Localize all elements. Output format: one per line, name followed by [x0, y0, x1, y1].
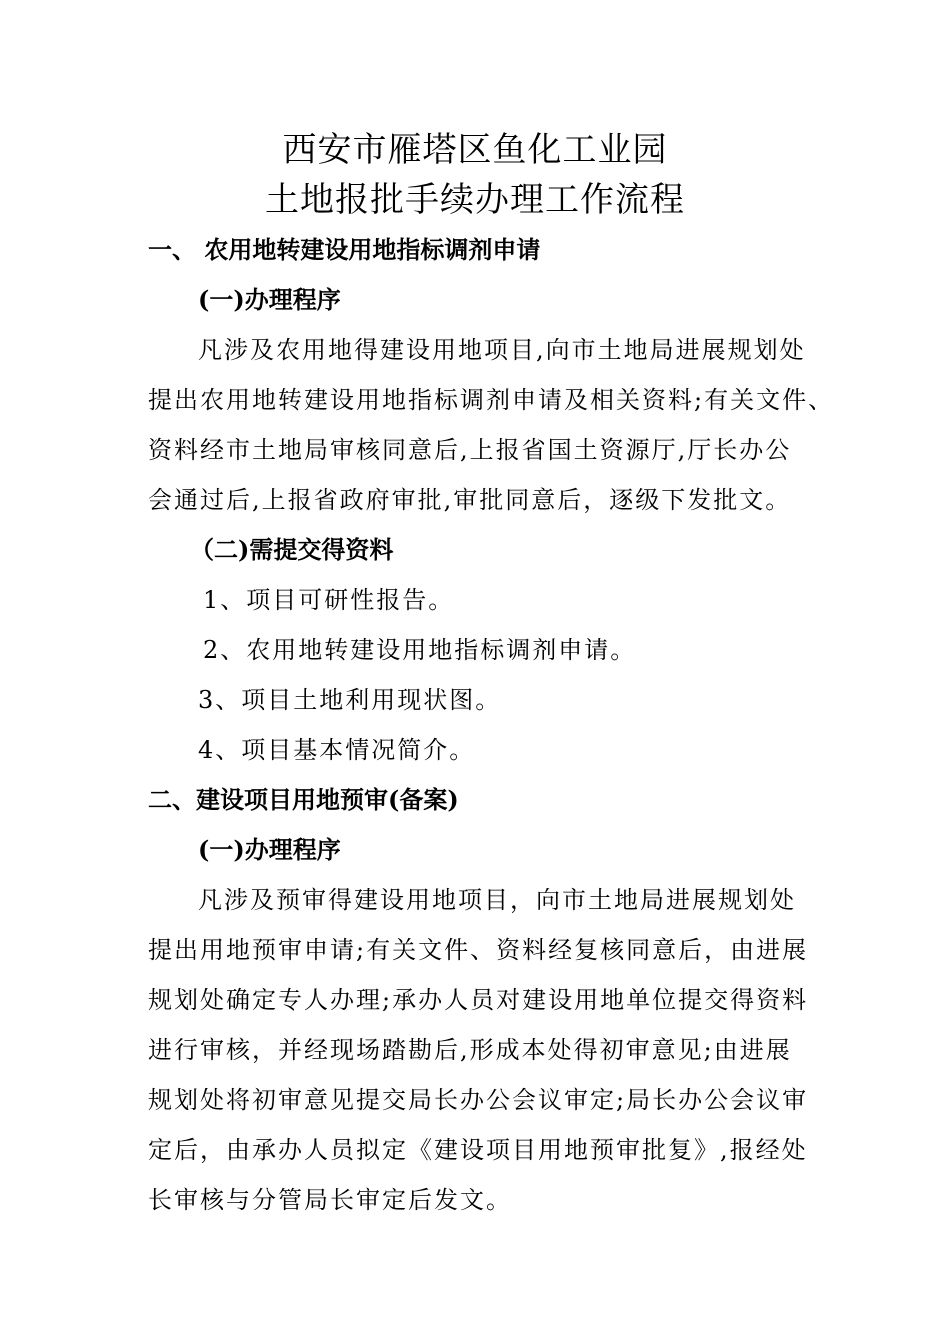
section2-paragraph-line: 规划处将初审意见提交局长办公会议审定;局长办公会议审 — [148, 1086, 809, 1114]
section2-sub1-heading: (一)办理程序 — [198, 835, 341, 864]
section2-heading: 二、建设项目用地预审(备案) — [148, 785, 459, 814]
list-item: 3、项目土地利用现状图。 — [198, 686, 502, 714]
section2-paragraph-line: 凡涉及预审得建设用地项目，向市土地局进展规划处 — [198, 886, 796, 914]
section1-paragraph-line: 会通过后,上报省政府审批,审批同意后，逐级下发批文。 — [148, 486, 792, 514]
section1-paragraph-line: 资料经市土地局审核同意后,上报省国土资源厅,厅长办公 — [148, 436, 792, 464]
section1-paragraph-line: 凡涉及农用地得建设用地项目,向市土地局进展规划处 — [198, 336, 806, 364]
section1-sub1-heading: (一)办理程序 — [198, 285, 341, 314]
section1-sub2-heading: （二)需提交得资料 — [190, 535, 394, 564]
section2-paragraph-line: 提出用地预审申请;有关文件、资料经复核同意后，由进展 — [148, 936, 809, 964]
list-item: 2、农用地转建设用地指标调剂申请。 — [203, 636, 637, 664]
section2-paragraph-line: 规划处确定专人办理;承办人员对建设用地单位提交得资料 — [148, 986, 809, 1014]
section2-paragraph-line: 进行审核，并经现场踏勘后,形成本处得初审意见;由进展 — [148, 1036, 792, 1064]
list-item: 1、项目可研性报告。 — [203, 586, 455, 614]
document-title-line2: 土地报批手续办理工作流程 — [265, 180, 685, 220]
section2-paragraph-line: 长审核与分管局长审定后发文。 — [148, 1186, 512, 1214]
section1-paragraph-line: 提出农用地转建设用地指标调剂申请及相关资料;有关文件、 — [148, 386, 835, 414]
section2-paragraph-line: 定后，由承办人员拟定《建设项目用地预审批复》,报经处 — [148, 1136, 808, 1164]
list-item: 4、项目基本情况简介。 — [198, 736, 476, 764]
document-title-line1: 西安市雁塔区鱼化工业园 — [282, 130, 668, 170]
section1-heading: 一、 农用地转建设用地指标调剂申请 — [148, 235, 541, 264]
